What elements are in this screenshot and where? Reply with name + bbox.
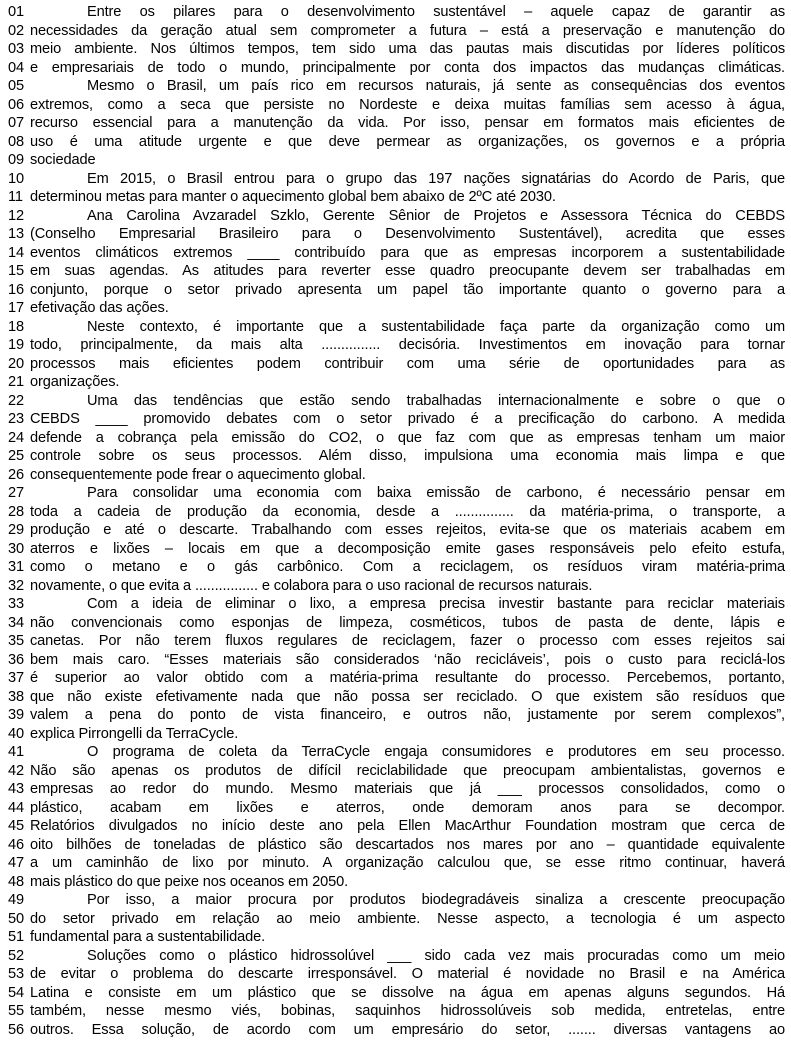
text-line [0, 762, 791, 781]
line-text: Para consolidar uma economia com baixa emissão de carbono, é necessário pensar em [87, 485, 785, 501]
text-line [0, 706, 791, 725]
line-number: 10 [8, 170, 24, 187]
line-text: Ana Carolina Avzaradel Szklo, Gerente Sênior de Projetos e Assessora Técnica do CEBDS [87, 207, 785, 224]
line-number: 11 [8, 189, 23, 205]
line-text: oito bilhões de toneladas de plástico são descartados nos mares por ano – quantidade equivalente [30, 836, 785, 853]
line-number: 56 [8, 1021, 24, 1038]
text-line [0, 3, 791, 22]
line-number: 48 [8, 873, 24, 890]
line-text: empresas ao redor do mundo. Mesmo materiais que já ___ processos consolidados, como o [30, 781, 785, 797]
line-text: Com a ideia de eliminar o lixo, a empresa precisa investir bastante para reciclar materiais [87, 596, 785, 612]
line-number: 01 [8, 4, 24, 20]
line-number: 06 [8, 96, 24, 113]
line-text: todo, principalmente, da mais alta ............... decisória. Investimentos em inovação para tornar [30, 337, 785, 353]
text-line [0, 151, 791, 170]
text-line [0, 318, 791, 337]
line-text: Soluções como o plástico hidrossolúvel ___ sido cada vez mais procuradas como um meio [87, 947, 785, 964]
line-number: 52 [8, 947, 24, 964]
text-line [0, 799, 791, 818]
text-line [0, 669, 791, 688]
line-number: 45 [8, 818, 24, 834]
line-text: plástico, acabam em lixões e aterros, onde demoram anos para se decompor. [30, 799, 785, 816]
text-line [0, 133, 791, 152]
line-number: 23 [8, 411, 24, 427]
line-text: Uma das tendências que estão sendo trabalhadas internacionalmente e sobre o que o [87, 392, 785, 409]
line-text: valem a pena do ponto de vista financeiro, e outros não, justamente por serem complexos”, [30, 707, 785, 723]
line-text: em suas agendas. As atitudes para reverter esse quadro preocupante devem ser trabalhadas em [30, 263, 785, 279]
line-text: mais plástico do que peixe nos oceanos em 2050. [30, 873, 349, 890]
line-text: CEBDS ____ promovido debates com o setor privado é a precificação do carbono. A medida [30, 411, 785, 427]
line-text: de evitar o problema do descarte irresponsável. O material é novidade no Brasil e na América [30, 966, 785, 982]
text-line [0, 965, 791, 984]
text-line [0, 595, 791, 614]
text-line [0, 244, 791, 263]
line-text: novamente, o que evita a ................ e colabora para o uso racional de recursos naturais. [30, 577, 593, 594]
line-number: 55 [8, 1003, 24, 1019]
line-number: 19 [8, 337, 24, 353]
line-text: toda a cadeia de produção da economia, desde a ............... da matéria-prima, o transporte, a [30, 503, 785, 520]
text-line [0, 817, 791, 836]
text-line [0, 910, 791, 929]
line-number: 33 [8, 596, 24, 612]
text-line [0, 1021, 791, 1040]
line-number: 16 [8, 281, 24, 298]
text-line [0, 725, 791, 744]
line-number: 22 [8, 392, 24, 409]
text-line [0, 614, 791, 633]
line-number: 40 [8, 725, 24, 742]
text-line [0, 947, 791, 966]
text-line [0, 22, 791, 41]
line-number: 05 [8, 78, 24, 94]
line-text: Por isso, a maior procura por produtos biodegradáveis sinaliza a crescente preocupação [87, 892, 785, 908]
line-text: Não são apenas os produtos de difícil reciclabilidade que preocupam ambientalistas, governos e [30, 762, 785, 779]
line-text: meio ambiente. Nos últimos tempos, tem sido uma das pautas mais discutidas por líderes políticos [30, 41, 785, 57]
text-line [0, 188, 791, 207]
line-number: 17 [8, 300, 24, 316]
line-text: que não existe efetivamente nada que não possa ser reciclado. O que existem são resíduos que [30, 688, 785, 705]
line-number: 28 [8, 503, 24, 520]
text-line [0, 40, 791, 59]
text-line [0, 984, 791, 1003]
text-line [0, 651, 791, 670]
line-number: 18 [8, 318, 24, 335]
text-line [0, 1002, 791, 1021]
text-line [0, 336, 791, 355]
line-text: produção e até o descarte. Trabalhando com esses rejeitos, evita-se que os materiais acabem em [30, 522, 785, 538]
line-text: e empresariais de todo o mundo, principalmente por conta dos impactos das mudanças climáticas. [30, 59, 785, 76]
line-text: consequentemente pode frear o aquecimento global. [30, 466, 366, 483]
text-line [0, 688, 791, 707]
line-number: 21 [8, 374, 24, 390]
line-number: 31 [8, 559, 24, 575]
text-line [0, 836, 791, 855]
line-number: 27 [8, 485, 24, 501]
line-number: 38 [8, 688, 24, 705]
line-text: processos mais eficientes podem contribuir com uma série de oportunidades para as [30, 355, 785, 372]
text-line [0, 355, 791, 374]
line-text: Relatórios divulgados no início deste ano pela Ellen MacArthur Foundation mostram que cerca de [30, 818, 785, 834]
line-text: sociedade [30, 152, 96, 168]
line-number: 24 [8, 429, 24, 446]
line-text: determinou metas para manter o aquecimento global bem abaixo de 2ºC até 2030. [30, 189, 556, 205]
line-text: O programa de coleta da TerraCycle engaja consumidores e produtores em seu processo. [87, 744, 785, 760]
line-number: 34 [8, 614, 24, 631]
line-text: recurso essencial para a manutenção da vida. Por isso, pensar em formatos mais eficientes de [30, 115, 785, 131]
line-number: 32 [8, 577, 24, 594]
line-text: organizações. [30, 374, 120, 390]
text-line [0, 558, 791, 577]
text-line [0, 873, 791, 892]
line-text: uso é uma atitude urgente e que deve permear as organizações, os governos e a própria [30, 133, 785, 150]
line-number: 14 [8, 244, 24, 261]
line-text: Mesmo o Brasil, um país rico em recursos naturais, já sente as consequências dos eventos [87, 78, 785, 94]
line-text: é superior ao valor obtido com a matéria-prima resultante do processo. Percebemos, portanto, [30, 670, 785, 686]
line-text: Neste contexto, é importante que a sustentabilidade faça parte da organização como um [87, 318, 785, 335]
line-number: 51 [8, 929, 24, 945]
line-number: 53 [8, 966, 24, 982]
line-number: 44 [8, 799, 24, 816]
line-text: explica Pirrongelli da TerraCycle. [30, 725, 239, 742]
line-number: 03 [8, 41, 24, 57]
text-line [0, 928, 791, 947]
line-text: fundamental para a sustentabilidade. [30, 929, 266, 945]
text-line [0, 743, 791, 762]
text-line [0, 447, 791, 466]
text-line [0, 207, 791, 226]
line-text: conjunto, porque o setor privado apresenta um papel tão importante quanto o governo para a [30, 281, 785, 298]
text-line [0, 299, 791, 318]
line-number: 36 [8, 651, 24, 668]
line-text: como o metano e o gás carbônico. Com a reciclagem, os resíduos viram matéria-prima [30, 559, 785, 575]
line-number: 09 [8, 152, 24, 168]
line-number: 46 [8, 836, 24, 853]
line-number: 26 [8, 466, 24, 483]
line-text: também, nesse mesmo viés, bobinas, saquinhos hidrossolúveis sob medida, entretelas, entre [30, 1003, 785, 1019]
text-line [0, 466, 791, 485]
line-number: 54 [8, 984, 24, 1001]
line-number: 50 [8, 910, 24, 927]
text-line [0, 170, 791, 189]
line-number: 35 [8, 633, 24, 649]
line-text: a um caminhão de lixo por minuto. A organização calculou que, se esse ritmo continuar, haverá [30, 855, 785, 871]
line-number: 20 [8, 355, 24, 372]
text-line [0, 262, 791, 281]
text-line [0, 225, 791, 244]
line-text: do setor privado em relação ao meio ambiente. Nesse aspecto, a tecnologia é um aspecto [30, 910, 785, 927]
text-line [0, 410, 791, 429]
text-line [0, 96, 791, 115]
line-number: 08 [8, 133, 24, 150]
line-number: 42 [8, 762, 24, 779]
text-line [0, 484, 791, 503]
text-line [0, 632, 791, 651]
line-text: efetivação das ações. [30, 300, 169, 316]
text-line [0, 373, 791, 392]
line-text: controle sobre os seus processos. Além disso, impulsiona uma economia mais limpa e que [30, 448, 785, 464]
line-text: Entre os pilares para o desenvolvimento sustentável – aquele capaz de garantir as [87, 4, 785, 20]
text-line [0, 503, 791, 522]
line-text: (Conselho Empresarial Brasileiro para o Desenvolvimento Sustentável), acredita que esses [30, 226, 785, 242]
line-number: 41 [8, 744, 24, 760]
line-text: aterros e lixões – locais em que a decomposição emite gases responsáveis pelo efeito estufa, [30, 540, 785, 557]
line-text: Em 2015, o Brasil entrou para o grupo das 197 nações signatárias do Acordo de Paris, que [87, 170, 785, 187]
line-number: 39 [8, 707, 24, 723]
text-line [0, 114, 791, 133]
text-line [0, 854, 791, 873]
line-number: 02 [8, 22, 24, 39]
line-number: 37 [8, 670, 24, 686]
text-line [0, 521, 791, 540]
line-text: defende a cobrança pela emissão do CO2, o que faz com que as empresas tenham um maior [30, 429, 785, 446]
text-line [0, 59, 791, 78]
line-text: bem mais caro. “Esses materiais são considerados ‘não recicláveis’, pois o custo para reciclá-los [30, 651, 785, 668]
line-text: não convencionais como esponjas de limpeza, cosméticos, tubos de pasta de dente, lápis e [30, 614, 785, 631]
text-line [0, 281, 791, 300]
line-text: extremos, como a seca que persiste no Nordeste e deixa muitas famílias sem acesso à água, [30, 96, 785, 113]
text-line [0, 577, 791, 596]
line-number: 07 [8, 115, 24, 131]
text-line [0, 77, 791, 96]
line-text: outros. Essa solução, de acordo com um empresário do setor, ....... diversas vantagens ao [30, 1021, 785, 1038]
line-text: necessidades da geração atual sem comprometer a futura – está a preservação e manutenção do [30, 22, 785, 39]
line-number: 25 [8, 448, 24, 464]
text-line [0, 891, 791, 910]
line-number: 15 [8, 263, 24, 279]
text-line [0, 429, 791, 448]
line-number: 49 [8, 892, 24, 908]
text-passage [0, 3, 791, 1039]
line-text: canetas. Por não terem fluxos regulares de reciclagem, fazer o processo com esses rejeitos sai [30, 633, 785, 649]
text-line [0, 392, 791, 411]
line-text: Latina e consiste em um plástico que se dissolve na água em apenas alguns segundos. Há [30, 984, 785, 1001]
line-number: 47 [8, 855, 24, 871]
text-line [0, 780, 791, 799]
line-number: 30 [8, 540, 24, 557]
line-text: eventos climáticos extremos ____ contribuído para que as empresas incorporem a sustentabilidade [30, 244, 785, 261]
line-number: 13 [8, 226, 24, 242]
line-number: 29 [8, 522, 24, 538]
line-number: 12 [8, 207, 24, 224]
line-number: 43 [8, 781, 24, 797]
text-line [0, 540, 791, 559]
line-number: 04 [8, 59, 24, 76]
